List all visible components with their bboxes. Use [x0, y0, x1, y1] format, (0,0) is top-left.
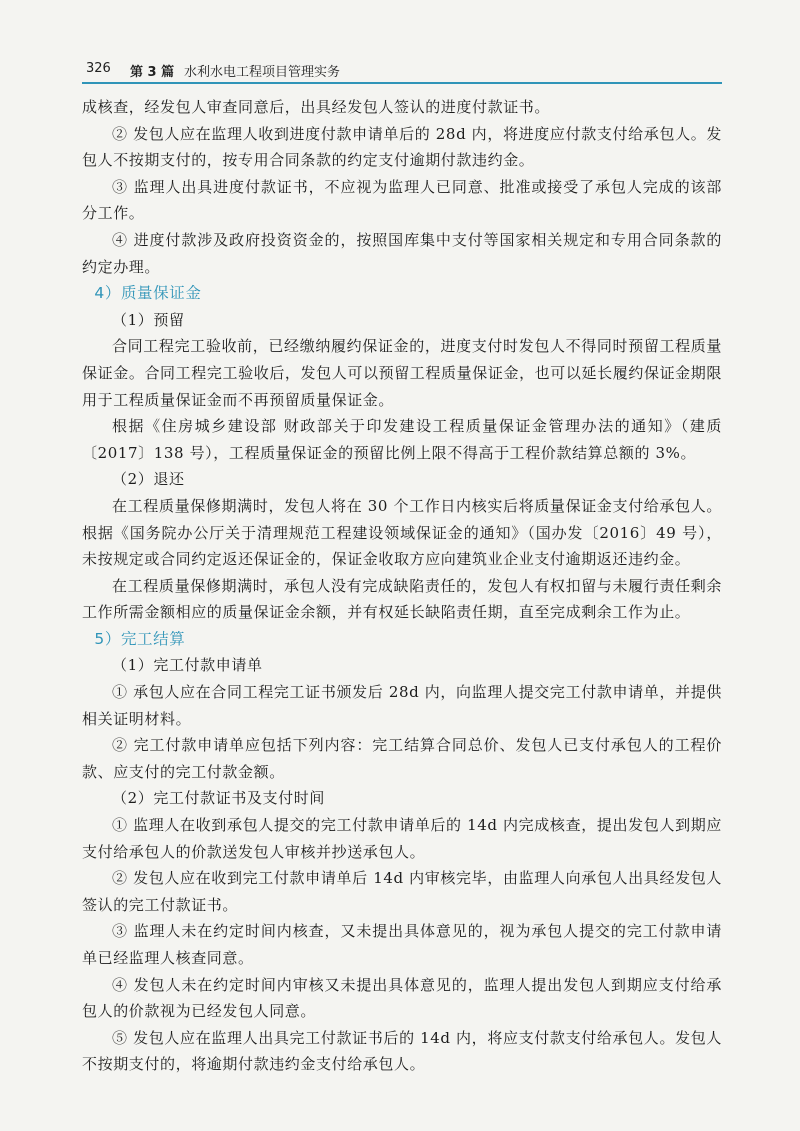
- section-heading: 5）完工结算: [94, 629, 186, 648]
- subsection-heading: （1）完工付款申请单: [112, 656, 263, 675]
- body-paragraph: ③ 监理人出具进度付款证书，不应视为监理人已同意、批准或接受了承包人完成的该部分工作。: [82, 177, 722, 223]
- body-paragraph: 合同工程完工验收前，已经缴纳履约保证金的，进度支付时发包人不得同时预留工程质量保证金。合同工程完工验收后，发包人可以预留工程质量保证金，也可以延长履约保证金期限用于工程质量保证金而不再预留质量保证金。: [82, 337, 722, 409]
- body-paragraph: ② 完工付款申请单应包括下列内容：完工结算合同总价、发包人已支付承包人的工程价款、应支付的完工付款金额。: [82, 736, 722, 781]
- body-paragraph: ③ 监理人未在约定时间内核查，又未提出具体意见的，视为承包人提交的完工付款申请单已经监理人核查同意。: [82, 922, 722, 967]
- body-paragraph: 根据《住房城乡建设部 财政部关于印发建设工程质量保证金管理办法的通知》（建质〔2017〕138 号），工程质量保证金的预留比例上限不得高于工程价款结算总额的 3%。: [82, 417, 722, 462]
- page-header: [82, 56, 722, 84]
- body-paragraph: ④ 进度付款涉及政府投资资金的，按照国库集中支付等国家相关规定和专用合同条款的约定办理。: [82, 230, 722, 276]
- subsection-heading: （2）完工付款证书及支付时间: [112, 789, 325, 808]
- body-paragraph: ② 发包人应在监理人收到进度付款申请单后的 28d 内，将进度应付款支付给承包人。发包人不按期支付的，按专用合同条款的约定支付逾期付款违约金。: [82, 124, 722, 170]
- section-heading: 4）质量保证金: [94, 284, 202, 303]
- page-number: 326: [86, 61, 111, 76]
- body-paragraph: ① 承包人应在合同工程完工证书颁发后 28d 内，向监理人提交完工付款申请单，并提供相关证明材料。: [82, 683, 722, 728]
- body-paragraph: 成核查，经发包人审查同意后，出具经发包人签认的进度付款证书。: [82, 98, 551, 116]
- subsection-heading: （2）退还: [112, 470, 185, 489]
- body-paragraph: 在工程质量保修期满时，承包人没有完成缺陷责任的，发包人有权扣留与未履行责任剩余工作所需金额相应的质量保证金余额，并有权延长缺陷责任期，直至完成剩余工作为止。: [82, 576, 722, 622]
- body-paragraph: ⑤ 发包人应在监理人出具完工付款证书后的 14d 内，将应支付款支付给承包人。发包人不按期支付的，将逾期付款违约金支付给承包人。: [82, 1028, 722, 1074]
- body-paragraph: ④ 发包人未在约定时间内审核又未提出具体意见的，监理人提出发包人到期应支付给承包人的价款视为已经发包人同意。: [82, 975, 722, 1021]
- part-label: 第 3 篇: [130, 65, 175, 80]
- header-divider: [82, 82, 722, 84]
- book-title: 水利水电工程项目管理实务: [184, 65, 341, 80]
- body-paragraph: ② 发包人应在收到完工付款申请单后 14d 内审核完毕，由监理人向承包人出具经发包人签认的完工付款证书。: [82, 869, 722, 914]
- body-paragraph: ① 监理人在收到承包人提交的完工付款申请单后的 14d 内完成核查，提出发包人到期应支付给承包人的价款送发包人审核并抄送承包人。: [82, 816, 722, 861]
- page-body: [82, 94, 722, 1078]
- subsection-heading: （1）预留: [112, 310, 185, 329]
- body-paragraph: 在工程质量保修期满时，发包人将在 30 个工作日内核实后将质量保证金支付给承包人。根据《国务院办公厅关于清理规范工程建设领域保证金的通知》（国办发〔2016〕49 号），未按规定或合同约定返还保证金的，保证金收取方应向建筑业企业支付逾期返还违约金。: [82, 496, 722, 569]
